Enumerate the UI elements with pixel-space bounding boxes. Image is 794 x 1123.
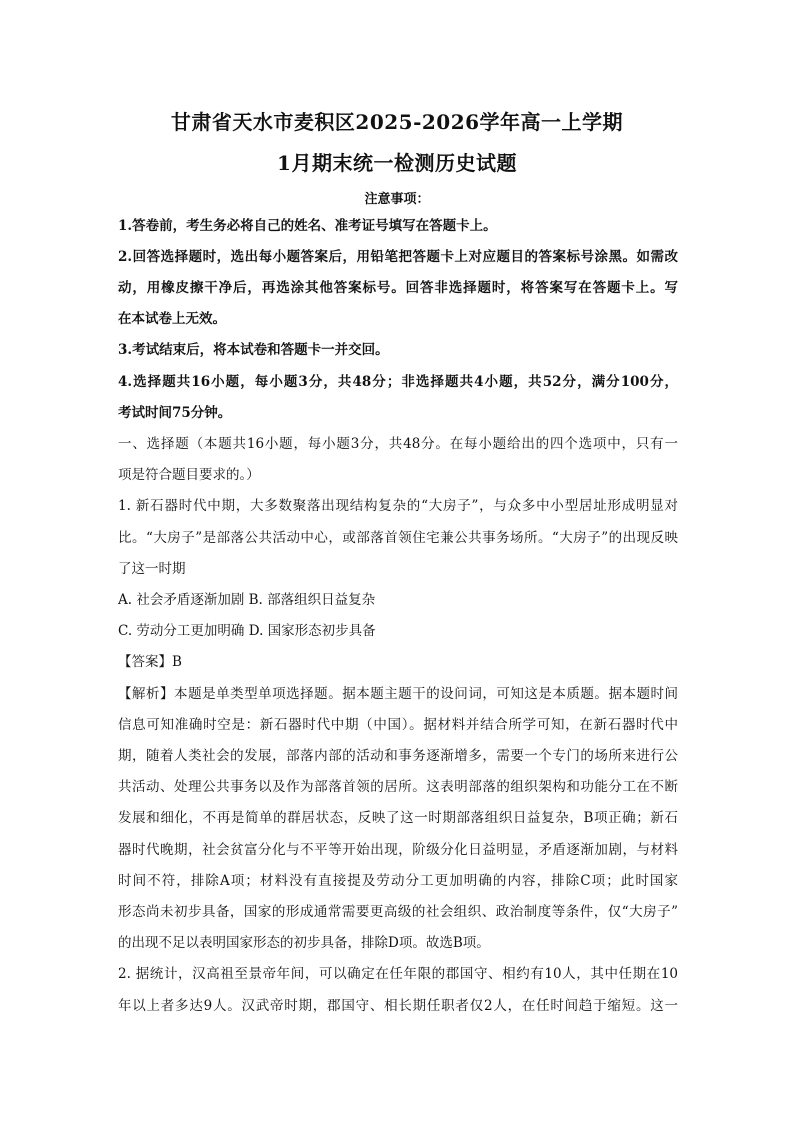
notice-line-6: 4.选择题共16小题，每小题3分，共48分；非选择题共4小题，共52分，满分100分， <box>118 374 678 390</box>
notice-line-3: 动，用橡皮擦干净后，再选涂其他答案标号。回答非选择题时，将答案写在答题卡上。写 <box>118 280 678 296</box>
q1-analysis-line-3: 期，随着人类社会的发展，部落内部的活动和事务逐渐增多，需要一个专门的场所来进行公 <box>118 748 678 764</box>
q1-analysis-line-6: 器时代晚期，社会贫富分化与不平等开始出现，阶级分化日益明显，矛盾逐渐加剧，与材料 <box>118 842 678 858</box>
q1-analysis-line-2: 信息可知准确时空是：新石器时代中期（中国）。据材料并结合所学可知，在新石器时代中 <box>118 717 678 733</box>
document-title-line-1: 甘肃省天水市麦积区2025-2026学年高一上学期 <box>170 110 624 134</box>
q1-options-line-1: A. 社会矛盾逐渐加剧 B. 部落组织日益复杂 <box>118 592 376 608</box>
q1-answer: 【答案】B <box>118 654 182 670</box>
notice-line-1: 1.答卷前，考生务必将自己的姓名、准考证号填写在答题卡上。 <box>118 218 497 234</box>
notice-line-5: 3.考试结束后，将本试卷和答题卡一并交回。 <box>118 342 389 358</box>
q1-options-line-2: C. 劳动分工更加明确 D. 国家形态初步具备 <box>118 623 376 639</box>
section-one-line-2: 项是符合题目要求的。） <box>118 467 260 483</box>
q1-analysis-line-9: 的出现不足以表明国家形态的初步具备，排除D项。故选B项。 <box>118 935 490 951</box>
q1-analysis-line-4: 共活动、处理公共事务以及作为部落首领的居所。这表明部落的组织架构和功能分工在不断 <box>118 779 678 795</box>
q1-analysis-line-8: 形态尚未初步具备，国家的形成通常需要更高级的社会组织、政治制度等条件，仅“大房子” <box>118 904 678 920</box>
q2-stem-line-1: 2. 据统计，汉高祖至景帝年间，可以确定在任年限的郡国守、相约有10人，其中任期在10 <box>118 966 678 982</box>
notice-heading: 注意事项： <box>364 192 430 207</box>
notice-line-2: 2.回答选择题时，选出每小题答案后，用铅笔把答题卡上对应题目的答案标号涂黑。如需改 <box>118 249 678 265</box>
q2-stem-line-2: 年以上者多达9人。汉武帝时期，郡国守、相长期任职者仅2人，在任时间趋于缩短。这一 <box>118 998 678 1014</box>
q1-stem-line-3: 了这一时期 <box>118 561 186 577</box>
document-title-line-2: 1月期末统一检测历史试题 <box>277 151 517 175</box>
q1-analysis-line-5: 发展和细化，不再是简单的群居状态，反映了这一时期部落组织日益复杂，B项正确；新石 <box>118 810 678 826</box>
section-one-line-1: 一、选择题（本题共16小题，每小题3分，共48分。在每小题给出的四个选项中，只有一 <box>118 436 678 452</box>
q1-analysis-line-1: 【解析】本题是单类型单项选择题。据本题主题干的设问词，可知这是本质题。据本题时间 <box>118 686 678 702</box>
q1-stem-line-1: 1. 新石器时代中期，大多数聚落出现结构复杂的“大房子”，与众多中小型居址形成明显对 <box>118 498 678 514</box>
q1-analysis-line-7: 时间不符，排除A项；材料没有直接提及劳动分工更加明确的内容，排除C项；此时国家 <box>118 873 678 889</box>
notice-line-4: 在本试卷上无效。 <box>118 311 226 327</box>
q1-stem-line-2: 比。“大房子”是部落公共活动中心，或部落首领住宅兼公共事务场所。“大房子”的出现反映 <box>118 530 678 546</box>
notice-line-7: 考试时间75分钟。 <box>118 405 232 421</box>
